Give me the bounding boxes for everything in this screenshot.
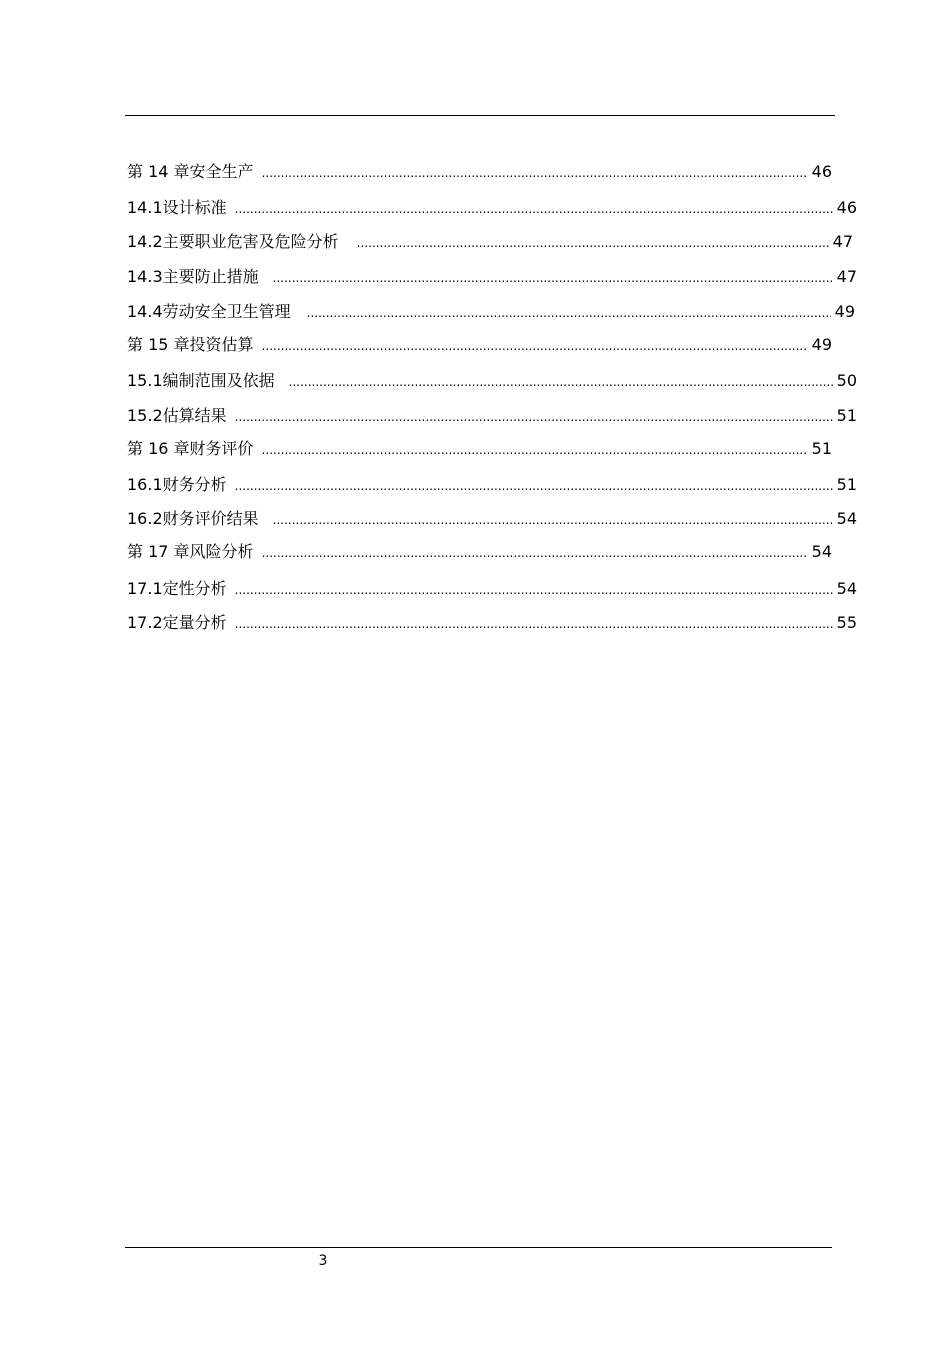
toc-leader-dots — [273, 509, 833, 531]
toc-entry-title: 估算结果 — [162, 406, 227, 425]
toc-entry[interactable] — [127, 161, 832, 183]
toc-entry[interactable] — [127, 508, 857, 530]
toc-entry[interactable] — [127, 301, 855, 323]
toc-entry-number: 16.1 — [127, 475, 163, 494]
toc-entry[interactable] — [127, 474, 857, 496]
toc-entry-title: 安全生产 — [189, 162, 254, 181]
toc-entry[interactable] — [127, 197, 857, 219]
toc-entry-title: 投资估算 — [189, 335, 254, 354]
toc-entry-title: 财务评价结果 — [162, 509, 259, 528]
toc-entry-title: 编制范围及依据 — [162, 371, 275, 390]
toc-entry-page: 54 — [811, 542, 832, 561]
toc-entry-title: 主要防止措施 — [162, 267, 259, 286]
toc-entry-page: 51 — [836, 406, 857, 425]
toc-entry-page: 49 — [811, 335, 832, 354]
toc-entry-page: 51 — [836, 475, 857, 494]
toc-leader-dots — [262, 335, 807, 357]
footer-rule — [125, 1247, 832, 1248]
toc-entry[interactable] — [127, 541, 832, 563]
toc-entry-page: 46 — [811, 162, 832, 181]
toc-entry[interactable] — [127, 266, 857, 288]
toc-entry[interactable] — [127, 370, 857, 392]
toc-entry-title: 设计标准 — [162, 198, 227, 217]
toc-entry-number: 14.1 — [127, 198, 163, 217]
toc-entry-number: 第 17 章 — [127, 542, 190, 561]
toc-entry-number: 第 14 章 — [127, 162, 190, 181]
toc-entry[interactable] — [127, 578, 857, 600]
toc-entry[interactable] — [127, 231, 853, 253]
toc-entry-page: 50 — [836, 371, 857, 390]
toc-leader-dots — [307, 302, 831, 324]
toc-entry[interactable] — [127, 334, 832, 356]
toc-entry-number: 第 15 章 — [127, 335, 190, 354]
toc-entry-title: 风险分析 — [189, 542, 254, 561]
toc-leader-dots — [262, 542, 807, 564]
toc-entry-title: 劳动安全卫生管理 — [162, 302, 291, 321]
toc-entry-number: 14.2 — [127, 232, 163, 251]
toc-leader-dots — [235, 198, 833, 220]
toc-leader-dots — [262, 162, 807, 184]
toc-entry-title: 财务分析 — [162, 475, 227, 494]
toc-entry-title: 定量分析 — [162, 613, 227, 632]
toc-entry-page: 54 — [836, 509, 857, 528]
toc-entry-number: 17.1 — [127, 579, 163, 598]
toc-entry-number: 17.2 — [127, 613, 163, 632]
toc-entry[interactable] — [127, 405, 857, 427]
toc-entry-number: 14.3 — [127, 267, 163, 286]
toc-leader-dots — [273, 267, 833, 289]
toc-entry-page: 46 — [836, 198, 857, 217]
toc-leader-dots — [235, 613, 833, 635]
toc-entry-number: 15.1 — [127, 371, 163, 390]
toc-entry-page: 47 — [836, 267, 857, 286]
toc-entry-page: 51 — [811, 439, 832, 458]
toc-entry-number: 第 16 章 — [127, 439, 190, 458]
toc-leader-dots — [357, 232, 829, 254]
toc-entry-number: 14.4 — [127, 302, 163, 321]
toc-leader-dots — [262, 439, 807, 461]
toc-entry-title: 主要职业危害及危险分析 — [162, 232, 339, 251]
toc-leader-dots — [235, 406, 833, 428]
page-number: 3 — [318, 1253, 328, 1269]
toc-entry-title: 定性分析 — [162, 579, 227, 598]
toc-entry-number: 15.2 — [127, 406, 163, 425]
toc-entry-page: 54 — [836, 579, 857, 598]
toc-entry-page: 49 — [834, 302, 855, 321]
toc-entry-page: 55 — [836, 613, 857, 632]
toc-leader-dots — [235, 475, 833, 497]
toc-entry-number: 16.2 — [127, 509, 163, 528]
toc-entry[interactable] — [127, 438, 832, 460]
toc-entry-title: 财务评价 — [189, 439, 254, 458]
toc-leader-dots — [289, 371, 833, 393]
toc-entry-page: 47 — [832, 232, 853, 251]
toc-entry[interactable] — [127, 612, 857, 634]
toc-leader-dots — [235, 579, 833, 601]
